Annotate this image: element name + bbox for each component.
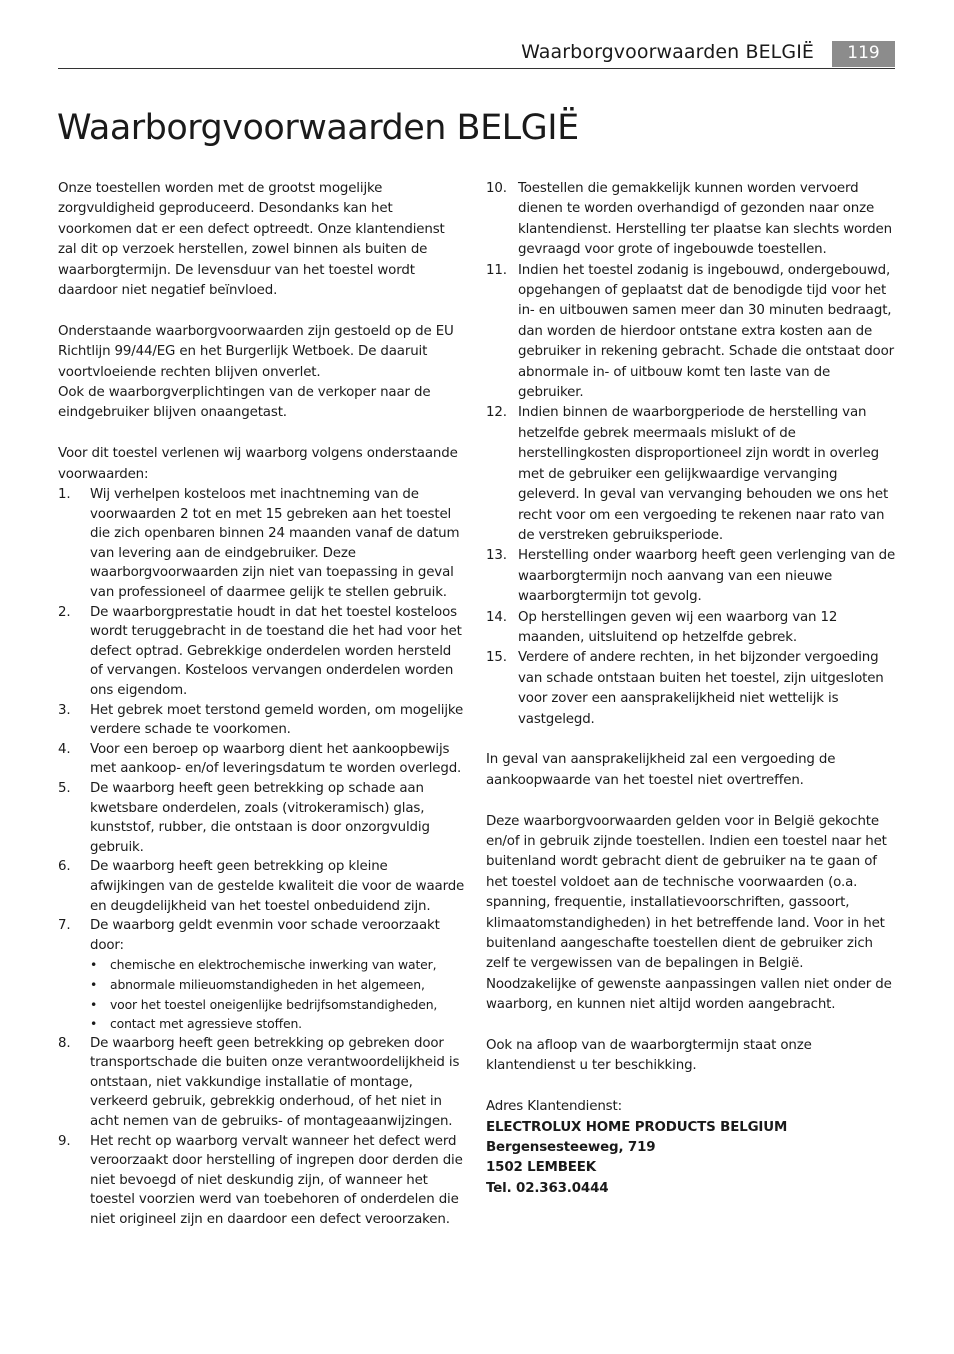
bullet-icon: •: [90, 1016, 98, 1032]
service-address: [486, 1097, 896, 1199]
list-item: 10. Toestellen die gemakkelijk kunnen worden vervoerd dienen te worden overhandigd of gezonden naar onze klantendienst. Herstelling ter plaatse kan slechts worden gevraagd voor grote of ingebouwde toestellen.: [486, 181, 892, 258]
directive-paragraph: Onderstaande waarborgvoorwaarden zijn gestoeld op de EU Richtlijn 99/44/EG en het Burgerlijk Wetboek. De daaruit voortvloeiende rechten blijven onverlet.: [58, 323, 454, 380]
bullet-icon: •: [90, 976, 98, 992]
bullet-item: • chemische en elektrochemische inwerking van water,: [90, 955, 466, 975]
list-item: 12. Indien binnen de waarborgperiode de herstelling van hetzelfde gebrek meermaals mislukt of de herstellingkosten disproportioneel zijn wordt in overleg met de gebruiker een gelijkwaardige vervanging geleverd. In geval van vervanging behouden we ons het recht voor om een vergoeding te rekenen naar rato van de verstreken gebruiksperiode.: [486, 405, 889, 543]
address-city: 1502 LEMBEEK: [486, 1160, 597, 1176]
conditions-list-left: [58, 485, 466, 1230]
conditions-list-right: [486, 179, 896, 730]
list-item: 8. De waarborg heeft geen betrekking op gebreken door transportschade die buiten onze verantwoordelijkheid is ontstaan, niet vakkundige installatie of montage, verkeerd gebruik, gebrekkig onderhoud, of het niet in acht nemen van de gebruiks- of montageaanwijzingen.: [58, 1035, 460, 1130]
bullet-item: • abnormale milieuomstandigheden in het algemeen,: [90, 975, 466, 995]
list-item: 7. De waarborg geldt evenmin voor schade veroorzaakt door: • chemische en elektrochemische inwerking van water, • abnormale milieuomstandigheden in het algemeen, • voor het toestel oneigenlijke bedrijfsomstandigheden, • contact met agressieve stoffen.: [58, 916, 466, 1034]
bullet-icon: •: [90, 996, 98, 1012]
right-column: [486, 179, 896, 1199]
list-item: 9. Het recht op waarborg vervalt wanneer het defect werd veroorzaakt door herstelling of ingrepen door derden die niet bevoegd of niet deskundig zijn, of wanneer het toestel voorzien werd van toebehoren of onderdelen die niet origineel zijn en daardoor een defect veroorzaken.: [58, 1133, 463, 1228]
bullet-icon: •: [90, 957, 98, 973]
page-title: Waarborgvoorwaarden BELGIË: [57, 108, 579, 148]
list-item: 14. Op herstellingen geven wij een waarborg van 12 maanden, uitsluitend op hetzelfde gebrek.: [486, 609, 838, 645]
list-item: 5. De waarborg heeft geen betrekking op schade aan kwetsbare onderdelen, zoals (vitrokeramisch) glas, kunststof, rubber, die ontstaan is door onzorgvuldig gebruik.: [58, 780, 430, 855]
list-item: 11. Indien het toestel zodanig is ingebouwd, ondergebouwd, opgehangen of geplaatst dat de benodigde tijd voor het in- en uitbouwen samen meer dan 30 minuten bedraagt, dan worden de hierdoor ontstane extra kosten aan de gebruiker in rekening gebracht. Schade die ontstaat door abnormale in- of uitbouw komt ten laste van de gebruiker.: [486, 262, 894, 401]
header-title: Waarborgvoorwaarden BELGIË: [521, 41, 814, 63]
list-item: 15. Verdere of andere rechten, in het bijzonder vergoeding van schade ontstaan buiten het toestel, zijn uitgesloten voor zover een aansprakelijkheid niet wettelijk is vastgelegd.: [486, 650, 884, 727]
header-divider: [58, 68, 895, 69]
list-item: 1. Wij verhelpen kosteloos met inachtneming van de voorwaarden 2 tot en met 15 gebreken aan het toestel die zich openbaren binnen 24 maanden vanaf de datum van levering aan de eindgebruiker. Deze waarborgvoorwaarden zijn niet van toepassing in geval van professioneel of daarmee gelijk te stellen gebruik.: [58, 487, 460, 601]
bullet-item: • voor het toestel oneigenlijke bedrijfsomstandigheden,: [90, 995, 466, 1015]
left-column: [58, 179, 466, 1230]
address-phone: Tel. 02.363.0444: [486, 1180, 609, 1196]
page-number: 119: [832, 41, 895, 67]
conditions-intro: Voor dit toestel verlenen wij waarborg volgens onderstaande voorwaarden:: [58, 446, 458, 482]
list-item: 4. Voor een beroep op waarborg dient het aankoopbewijs met aankoop- en/of leveringsdatum te worden overlegd.: [58, 741, 462, 777]
list-item: 2. De waarborgprestatie houdt in dat het toestel kosteloos wordt teruggebracht in de toestand die het had voor het defect optrad. Gebrekkige onderdelen worden hersteld of vervangen. Kosteloos vervangen onderdelen worden ons eigendom.: [58, 604, 462, 698]
list-item: 13. Herstelling onder waarborg heeft geen verlenging van de waarborgtermijn noch aanvang van een nieuwe waarborgtermijn tot gevolg.: [486, 548, 896, 605]
address-street: Bergensesteeweg, 719: [486, 1140, 656, 1156]
after-warranty-paragraph: Ook na afloop van de waarborgtermijn staat onze klantendienst u ter beschikking.: [486, 1038, 812, 1074]
bullet-item: • contact met agressieve stoffen.: [90, 1014, 466, 1034]
list-item: 6. De waarborg heeft geen betrekking op kleine afwijkingen van de gestelde kwaliteit die voor de waarde en deugdelijkheid van het toestel onbeduidend zijn.: [58, 859, 465, 914]
seller-paragraph: Ook de waarborgverplichtingen van de verkoper naar de eindgebruiker blijven onaangetast.: [58, 385, 431, 421]
intro-paragraph: Onze toestellen worden met de grootst mogelijke zorgvuldigheid geproduceerd. Desondanks kan het voorkomen dat er een defect optreedt. Onze klantendienst zal dit op verzoek herstellen, zowel binnen als buiten de waarborgtermijn. De levensduur van het toestel wordt daardoor niet negatief beïnvloed.: [58, 181, 445, 299]
list-item: 3. Het gebrek moet terstond gemeld worden, om mogelijke verdere schade te voorkomen.: [58, 702, 464, 738]
scope-paragraph: Deze waarborgvoorwaarden gelden voor in België gekochte en/of in gebruik zijnde toestellen. Indien een toestel naar het buitenland wordt gebracht dient de gebruiker na te gaan of het toestel voldoet aan de technische voorwaarden (o.a. spanning, frequentie, installatievoorschriften, gassoort, klimaatomstandigheden) in het betreffende land. Voor in het buitenland aangeschafte toestellen dient de gebruiker zich zelf te vergewissen van de bepalingen in België. Noodzakelijke of gewenste aanpassingen vallen niet onder de waarborg, en kunnen niet altijd worden aangebracht.: [486, 813, 892, 1013]
damage-causes-list: [90, 955, 466, 1033]
address-label: Adres Klantendienst:: [486, 1099, 622, 1115]
address-company: ELECTROLUX HOME PRODUCTS BELGIUM: [486, 1119, 788, 1135]
liability-paragraph: In geval van aansprakelijkheid zal een vergoeding de aankoopwaarde van het toestel niet overtreffen.: [486, 752, 836, 788]
